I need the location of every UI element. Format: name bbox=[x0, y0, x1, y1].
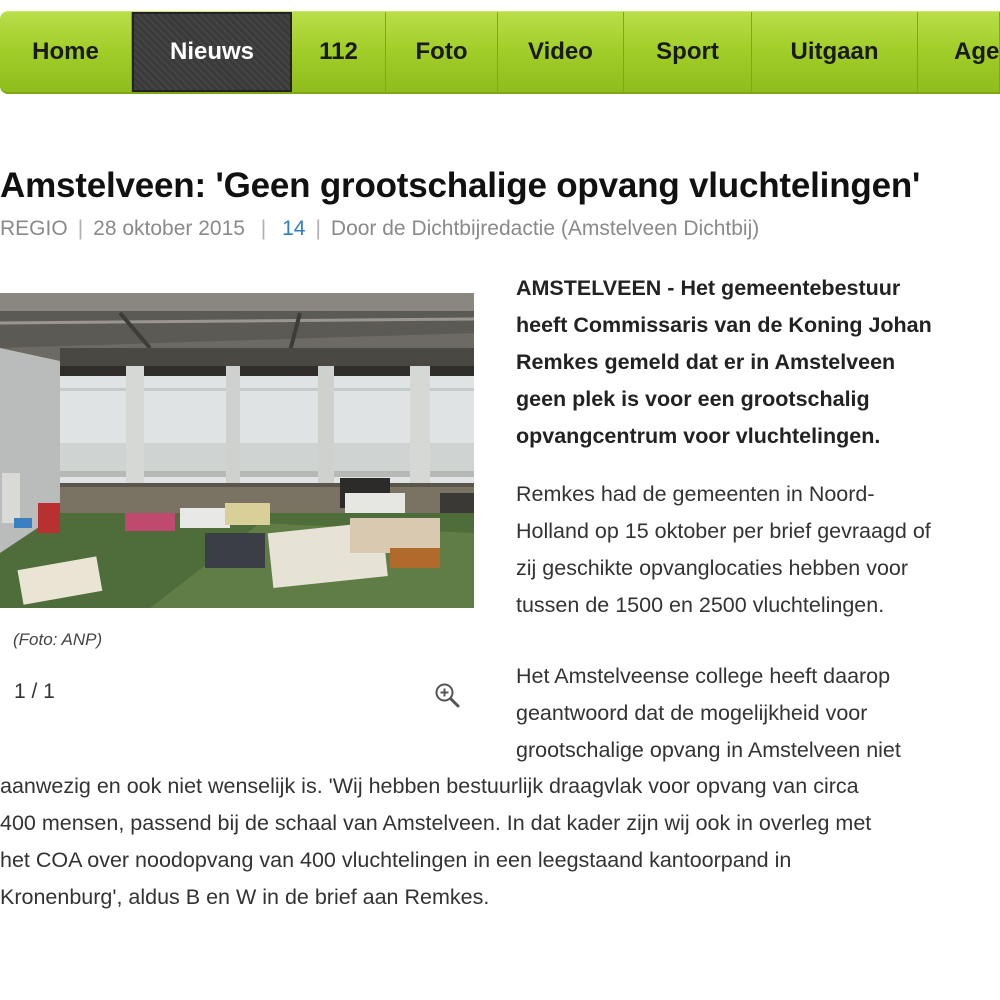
nav-item-agenda[interactable]: Age bbox=[918, 12, 1000, 92]
photo-image bbox=[0, 293, 474, 608]
main-nav bbox=[0, 11, 1000, 94]
meta-divider: | bbox=[254, 217, 273, 240]
paragraph-line: geantwoord dat de mogelijkheid voor bbox=[516, 701, 868, 725]
paragraph-line: tussen de 1500 en 2500 vluchtelingen. bbox=[516, 593, 885, 617]
comment-count-link[interactable]: 14 bbox=[282, 217, 306, 240]
photo-counter: 1 / 1 bbox=[14, 680, 55, 703]
paragraph-line: Holland op 15 oktober per brief gevraagd of bbox=[516, 519, 931, 543]
lead-line: opvangcentrum voor vluchtelingen. bbox=[516, 424, 881, 448]
zoom-in-icon[interactable] bbox=[434, 682, 460, 708]
paragraph-line: Het Amstelveense college heeft daarop bbox=[516, 664, 891, 688]
nav-item-foto[interactable]: Foto bbox=[386, 12, 498, 92]
photo-caption: (Foto: ANP) bbox=[13, 630, 103, 649]
nav-item-video[interactable]: Video bbox=[498, 12, 624, 92]
paragraph-line: Kronenburg', aldus B en W in de brief aan Remkes. bbox=[0, 885, 490, 909]
nav-item-sport[interactable]: Sport bbox=[624, 12, 752, 92]
paragraph-line: Remkes had de gemeenten in Noord- bbox=[516, 482, 875, 506]
nav-item-112[interactable]: 112 bbox=[292, 12, 386, 92]
lead-line: geen plek is voor een grootschalig bbox=[516, 387, 870, 411]
article-photo[interactable] bbox=[0, 293, 474, 608]
nav-item-home[interactable]: Home bbox=[0, 12, 132, 92]
nav-item-uitgaan[interactable]: Uitgaan bbox=[752, 12, 918, 92]
paragraph-line: aanwezig en ook niet wenselijk is. 'Wij hebben bestuurlijk draagvlak voor opvang van circa bbox=[0, 774, 859, 798]
lead-line: heeft Commissaris van de Koning Johan bbox=[516, 313, 932, 337]
article-meta bbox=[0, 217, 759, 241]
paragraph-line: 400 mensen, passend bij de schaal van Amstelveen. In dat kader zijn wij ook in overleg met bbox=[0, 811, 872, 835]
nav-item-nieuws[interactable]: Nieuws bbox=[132, 12, 292, 92]
article-paragraph-2-continued bbox=[0, 768, 1000, 916]
article-lead bbox=[516, 270, 1000, 455]
article-paragraph-2 bbox=[516, 658, 1000, 769]
article-title: Amstelveen: 'Geen grootschalige opvang vluchtelingen' bbox=[0, 166, 921, 205]
lead-line: AMSTELVEEN - Het gemeentebestuur bbox=[516, 276, 901, 300]
paragraph-line: grootschalige opvang in Amstelveen niet bbox=[516, 738, 901, 762]
paragraph-line: zij geschikte opvanglocaties hebben voor bbox=[516, 556, 909, 580]
article-category[interactable]: REGIO bbox=[0, 217, 68, 240]
lead-line: Remkes gemeld dat er in Amstelveen bbox=[516, 350, 896, 374]
article-author: Door de Dichtbijredactie (Amstelveen Dichtbij) bbox=[330, 217, 760, 240]
article-date: 28 oktober 2015 bbox=[93, 217, 245, 240]
meta-divider: | bbox=[77, 217, 84, 240]
article-paragraph-1 bbox=[516, 476, 1000, 624]
paragraph-line: het COA over noodopvang van 400 vluchtelingen in een leegstaand kantoorpand in bbox=[0, 848, 792, 872]
meta-divider: | bbox=[315, 217, 321, 240]
